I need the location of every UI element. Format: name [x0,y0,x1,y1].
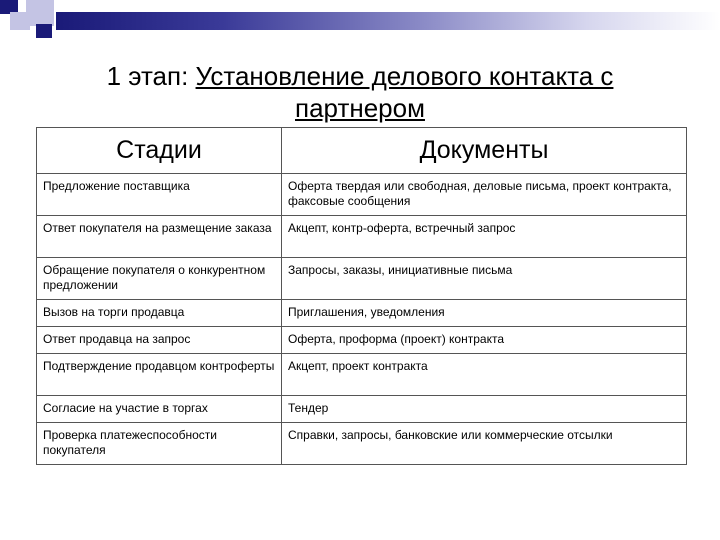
docs-cell: Справки, запросы, банковские или коммерческие отсылки [282,423,687,465]
table-header-row [37,128,687,174]
stage-cell: Согласие на участие в торгах [37,396,282,423]
table-row [37,423,687,465]
stage-cell: Обращение покупателя о конкурентном предложении [37,258,282,300]
docs-cell: Акцепт, проект контракта [282,354,687,396]
table-row [37,174,687,216]
title-underlined: Установление делового контакта с партнером [195,61,614,123]
table-row [37,300,687,327]
table-row [37,354,687,396]
table-row [37,258,687,300]
docs-cell: Тендер [282,396,687,423]
stage-cell: Ответ покупателя на размещение заказа [37,216,282,258]
header-documents: Документы [282,128,687,174]
table-row [37,327,687,354]
stage-cell: Подтверждение продавцом контроферты [37,354,282,396]
header-band [56,12,720,30]
docs-cell: Оферта, проформа (проект) контракта [282,327,687,354]
docs-cell: Оферта твердая или свободная, деловые письма, проект контракта, факсовые сообщения [282,174,687,216]
header-stages: Стадии [37,128,282,174]
stage-cell: Предложение поставщика [37,174,282,216]
table-row [37,216,687,258]
docs-cell: Приглашения, уведомления [282,300,687,327]
decor-square [26,0,54,26]
docs-cell: Запросы, заказы, инициативные письма [282,258,687,300]
docs-cell: Акцепт, контр-оферта, встречный запрос [282,216,687,258]
stage-cell: Проверка платежеспособности покупателя [37,423,282,465]
stages-documents-table [36,127,687,465]
slide-title [40,60,680,124]
stage-cell: Вызов на торги продавца [37,300,282,327]
decor-square [36,24,52,38]
stage-cell: Ответ продавца на запрос [37,327,282,354]
table-row [37,396,687,423]
title-prefix: 1 этап: [106,61,196,91]
decor-square [10,12,30,30]
